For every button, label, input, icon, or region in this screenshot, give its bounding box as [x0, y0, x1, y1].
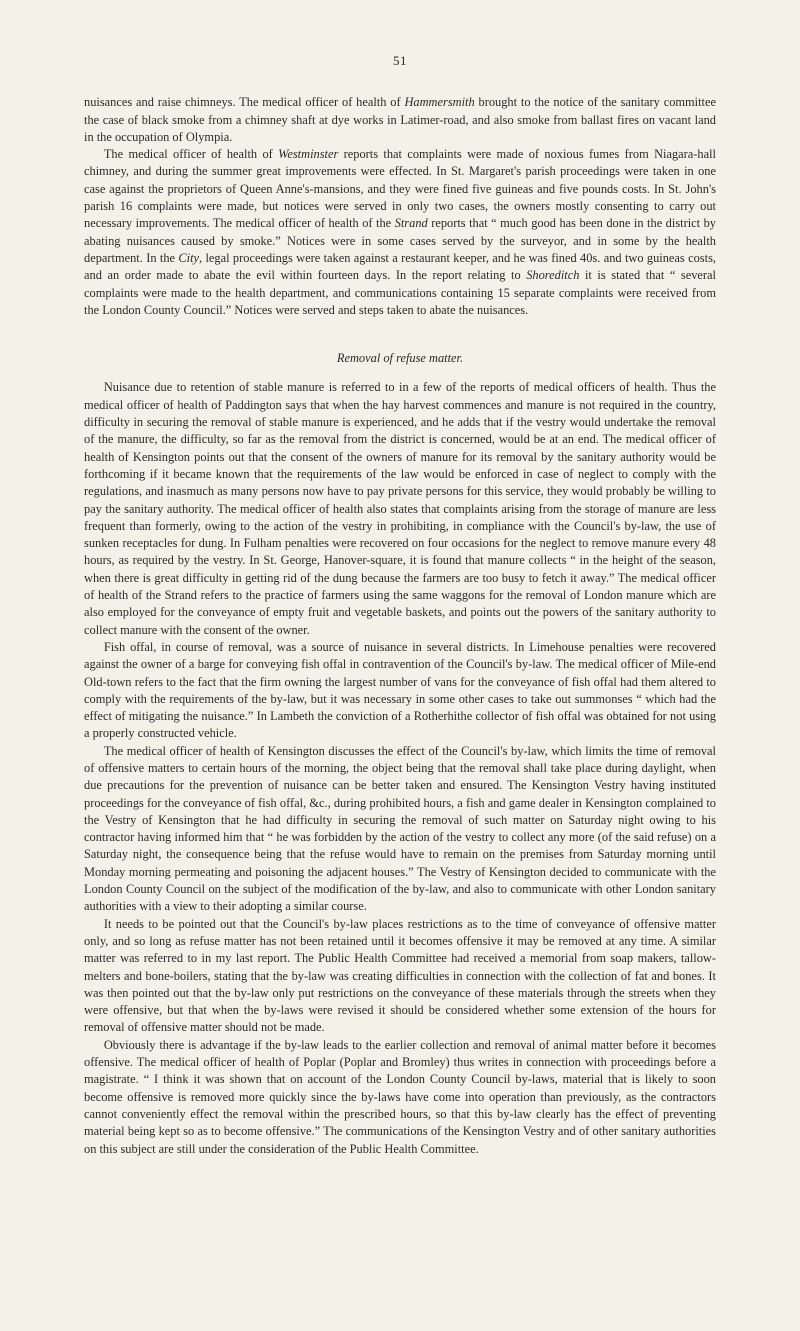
section-heading: Removal of refuse matter. — [336, 351, 464, 366]
paragraph-stable-manure: Nuisance due to retention of stable manure is referred to in a few of the reports of medical officers of health. Thus the medical officer of health of Paddington says that when the hay harvest commences and manure is not required in the country, difficulty in securing the removal of stable manure is experienced, and he adds that if the vestry would undertake the removal of the manure, the difficulty, so far as the removal from the district is concerned, would be at an end. The medical officer of health of Kensington points out that the consent of the owners of manure for its removal by the sanitary authority would be forthcoming if it became known that the requirements of the law would be enforced in case of neglect to comply with the regulations, and inasmuch as many persons now have to pay private persons for this service, they would probably be willing to pay the sanitary authority. The medical officer of health also states that complaints arising from the storage of manure are less frequent than formerly, owing to the action of the vestry in prohibiting, in compliance with the Council's by-law, the use of sunken receptacles for dung. In Fulham penalties were recovered on four occasions for the neglect to remove manure every 48 hours, as required by the vestry. In St. George, Hanover-square, it is found that manure collects “ in the height of the season, when there is great difficulty in getting rid of the dung because the farmers are too busy to fetch it away.” The medical officer of health of the Strand refers to the practice of farmers using the same waggons for the removal of London manure which are also employed for the conveyance of empty fruit and vegetable baskets, and points out the powers of the sanitary authority to collect manure with the consent of the owner. — [84, 380, 716, 637]
document-page — [84, 52, 716, 1158]
paragraph-bylaw-restrictions: It needs to be pointed out that the Council's by-law places restrictions as to the time of conveyance of offensive matter only, and so long as refuse matter has not been retained until it becomes offensive it may be removed at any time. A similar matter was referred to in my last report. The Public Health Committee had received a memorial from soap makers, tallow-melters and bone-boilers, stating that the by-law was creating difficulties in connection with the collection of fat and bones. It was then pointed out that the by-law only put restrictions on the conveyance of these materials through the streets when they were offensive, but that when the by-laws were revised it should be considered whether some extension of the hours for removal of offensive matter should not be made. — [84, 916, 716, 1035]
paragraph-poplar: Obviously there is advantage if the by-law leads to the earlier collection and removal of animal matter before it becomes offensive. The medical officer of health of Poplar (Poplar and Bromley) thus writes in connection with proceedings before a magistrate. “ I think it was shown that on account of the London County Council by-laws, material that is likely to soon become offensive is removed more quickly since the by-laws have come into operation than previously, as the contractors cannot conveniently effect the removal within the prescribed hours, so that this by-law clearly has the effect of preventing material being kept so as to become offensive.” The communications of the Kensington Vestry and of other sanitary authorities on this subject are still under the consideration of the Public Health Committee. — [84, 1037, 716, 1156]
paragraph-hammersmith: nuisances and raise chimneys. The medical officer of health of Hammersmith brought to the notice of the sanitary committee the case of black smoke from a chimney shaft at dye works in Latimer-road, and also smoke from ballast fires on vacant land in the occupation of Olympia. — [84, 95, 716, 144]
paragraph-fish-offal: Fish offal, in course of removal, was a source of nuisance in several districts. In Limehouse penalties were recovered against the owner of a barge for conveying fish offal in contravention of the Council's by-law. The medical officer of Mile-end Old-town refers to the fact that the firm owning the largest number of vans for the conveyance of fish offal had them altered to comply with the requirements of the by-law, but it was necessary in some other cases to take out summonses “ which had the effect of mitigating the nuisance.” In Lambeth the conviction of a Rotherhithe collector of fish offal was obtained for not using a properly constructed vehicle. — [84, 639, 716, 741]
place-name: Hammersmith — [404, 95, 475, 110]
place-name: Strand — [394, 216, 428, 231]
paragraph-westminster: The medical officer of health of Westminster reports that complaints were made of noxious fumes from Niagara-hall chimney, and during the summer great improvements were effected. In St. Margaret's parish proceedings were taken in one case against the proprietors of Queen Anne's-mansions, and they were fined five guineas and five pounds costs. In St. John's parish 16 complaints were made, but notices were served in only two cases, the owners mostly consenting to carry out necessary improvements. The medical officer of health of the Strand reports that “ much good has been done in the district by abating nuisances caused by smoke.” Notices were in some cases served by the surveyor, and in some by the health department. In the City, legal proceedings were taken against a restaurant keeper, and he was fined 40s. and two guineas costs, and an order made to abate the evil within fourteen days. In the report relating to Shoreditch it is stated that “ several complaints were made to the health department, and communications containing 15 separate complaints were received from the London County Council.” Notices were served and steps taken to abate the nuisances. — [84, 147, 716, 317]
place-name: City — [178, 250, 200, 265]
place-name: Shoreditch — [526, 268, 580, 283]
place-name: Westminster — [278, 147, 339, 162]
paragraph-kensington-bylaw: The medical officer of health of Kensington discusses the effect of the Council's by-law, which limits the time of removal of offensive matters to certain hours of the morning, the object being that the removal shall take place during daylight, when due precautions for the prevention of nuisance can be better taken and ensured. The Kensington Vestry having instituted proceedings for the conveyance of fish offal, &c., during prohibited hours, a fish and game dealer in Kensington complained to the Vestry of Kensington that he had difficulty in securing the removal of such matter on Saturday night owing to his contractor having informed him that “ he was forbidden by the action of the vestry to collect any more (of the said refuse) on a Saturday night, the consequence being that the refuse would have to remain on the premises from Saturday morning until Monday morning permeating and poisoning the adjacent houses.” The Vestry of Kensington decided to communicate with the London County Council on the subject of the modification of the by-law, and also to communicate with other London sanitary authorities with a view to their adopting a similar course. — [84, 743, 716, 914]
page-number: 51 — [393, 53, 407, 68]
